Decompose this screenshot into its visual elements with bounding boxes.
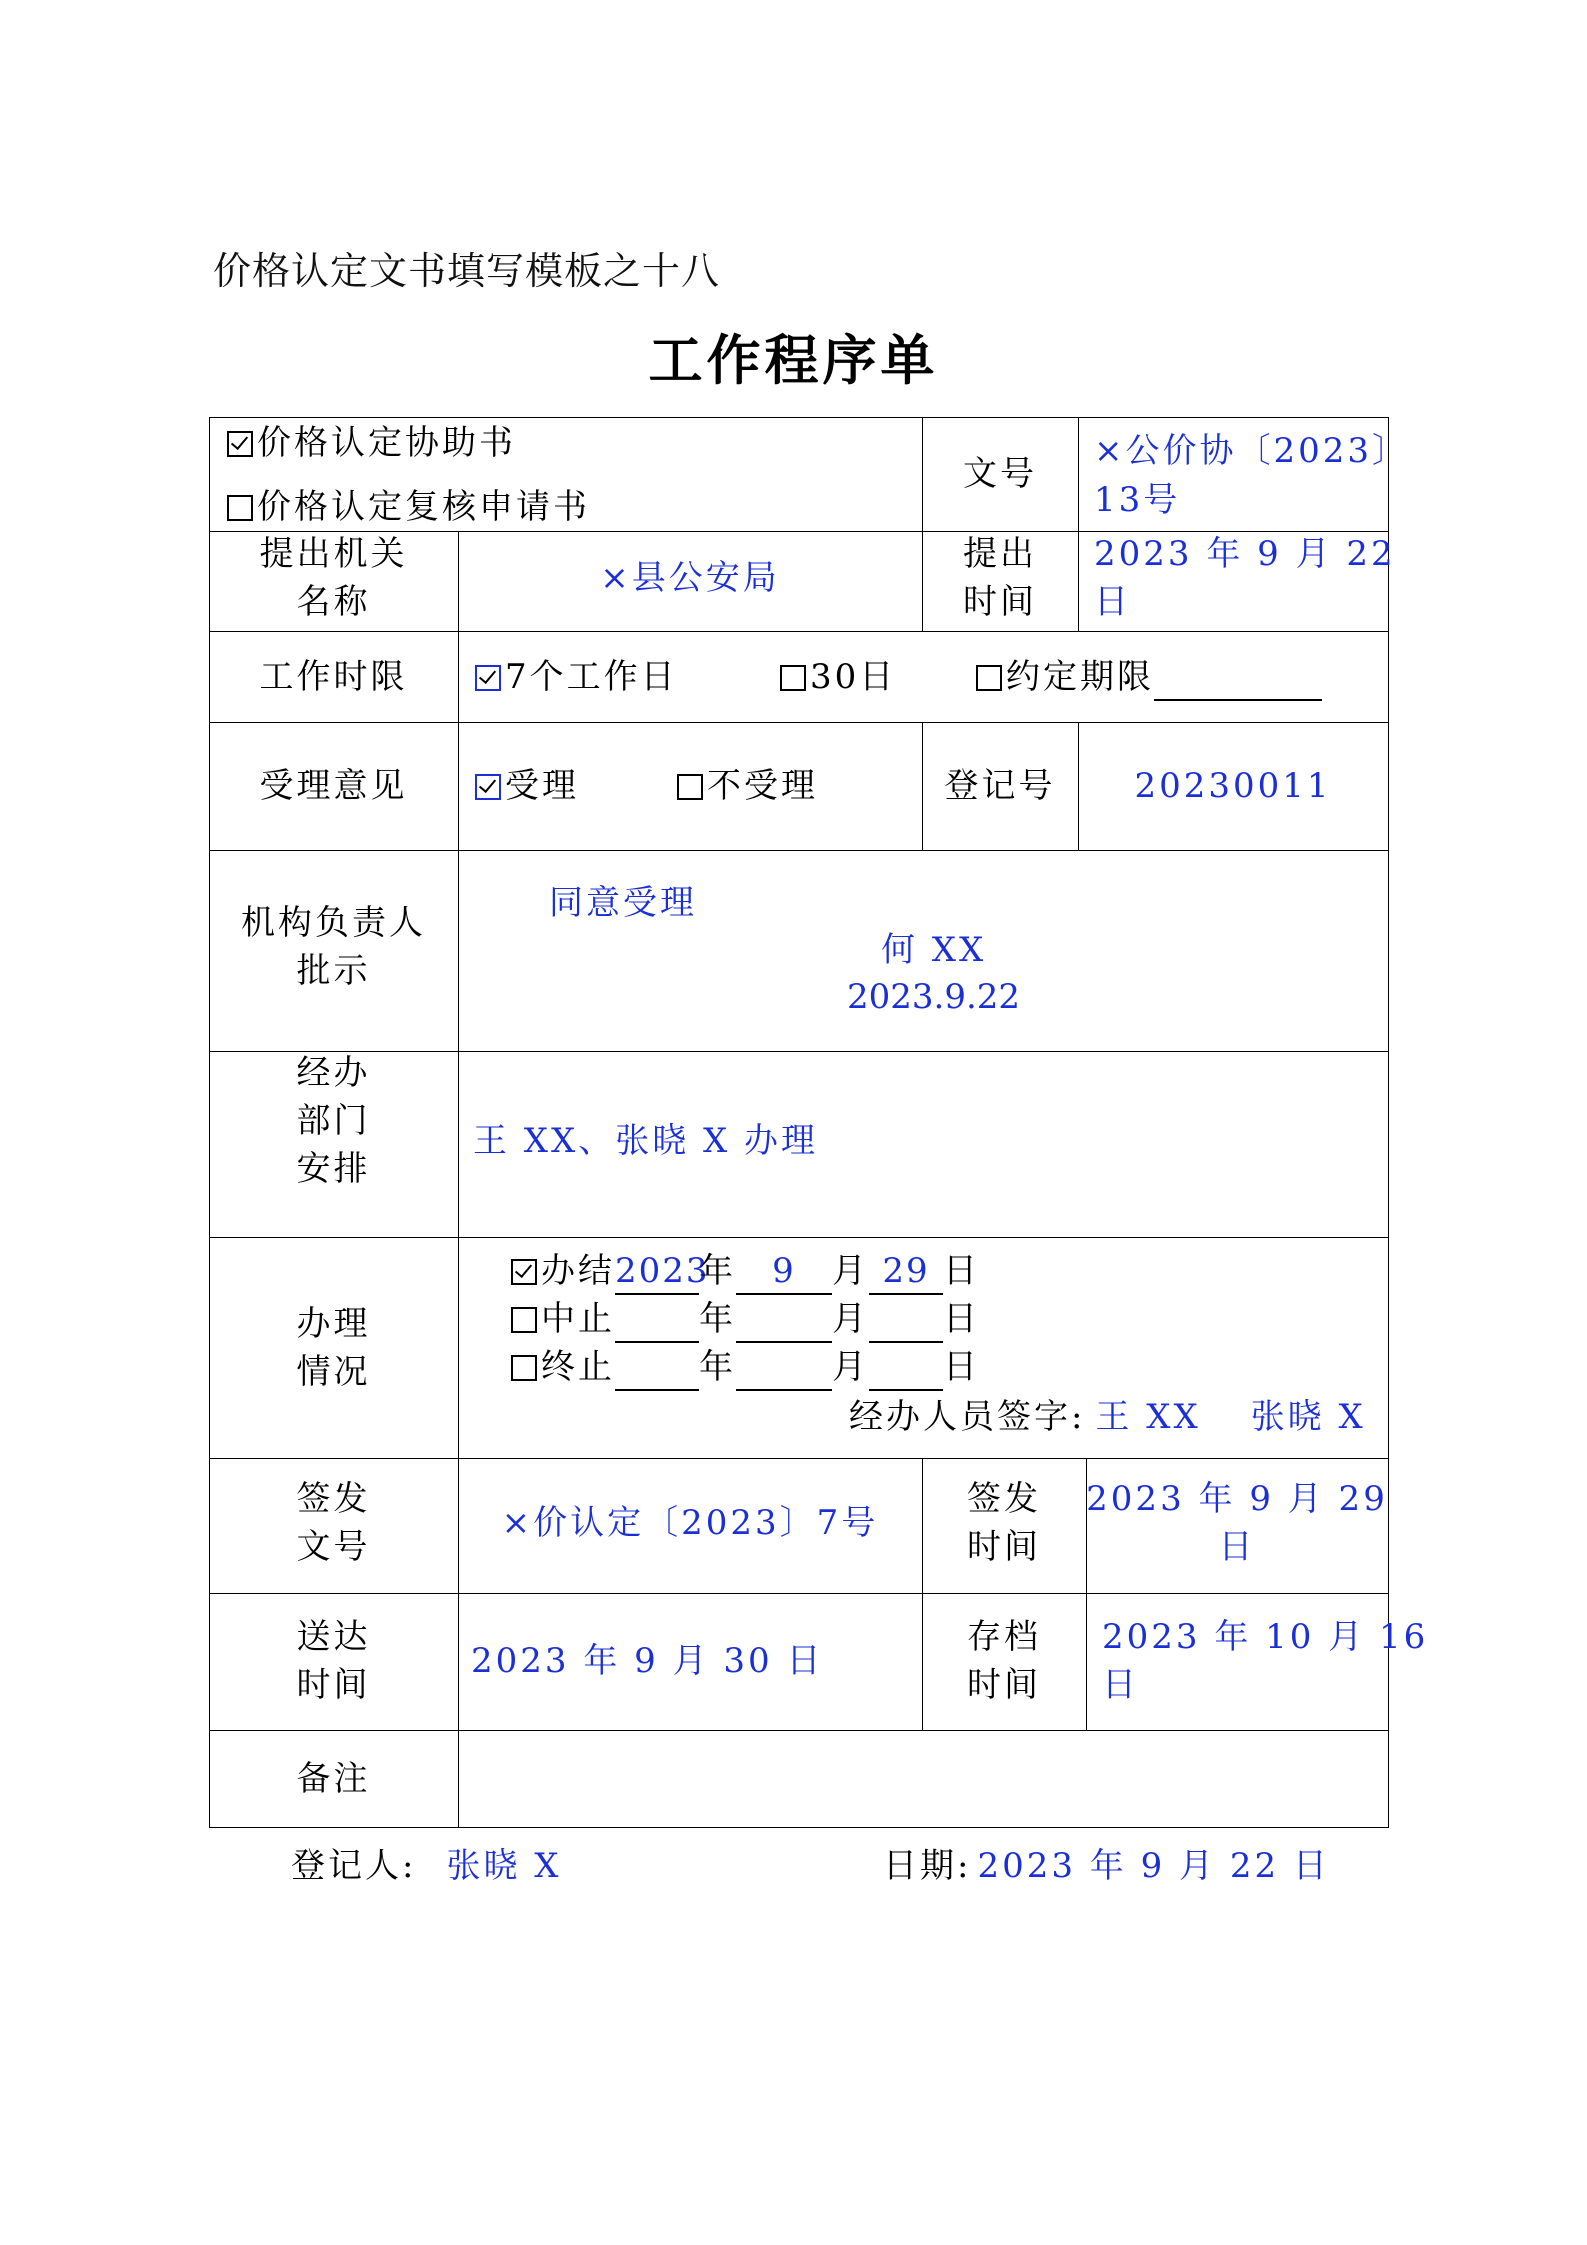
approval-opinion: 同意受理 xyxy=(549,883,697,923)
approval-date: 2023.9.22 xyxy=(847,977,1021,1017)
concluded-month[interactable]: 9 xyxy=(736,1249,832,1295)
handling-row-terminated[interactable]: 终止 年 月 日 xyxy=(511,1343,980,1391)
border-top xyxy=(209,417,1389,418)
reg-no-value: 20230011 xyxy=(1134,766,1332,806)
register-date: 日期: 2023 年 9 月 22 日 xyxy=(883,1846,1330,1886)
checked-box-icon xyxy=(475,665,501,691)
row-divider xyxy=(209,1593,1389,1594)
doc-no-value: 13号 xyxy=(1094,480,1181,520)
row-divider xyxy=(209,722,1389,723)
handling-row-suspended[interactable]: 中止 年 月 日 xyxy=(511,1295,980,1343)
time-limit-option[interactable]: 7个工作日 xyxy=(475,653,678,701)
procedure-form xyxy=(209,417,1429,1827)
terminated-day[interactable] xyxy=(869,1389,943,1391)
checked-box-icon xyxy=(475,774,501,800)
document-title: 工作程序单 xyxy=(648,328,939,392)
registrar: 登记人: 张晓 X xyxy=(291,1846,562,1886)
time-limit-option[interactable]: 30日 xyxy=(780,653,896,701)
doc-no-value: ×公价协〔2023〕 xyxy=(1094,431,1410,471)
row-divider xyxy=(209,850,1389,851)
concluded-day[interactable]: 29 xyxy=(869,1249,943,1295)
submit-time-label: 时间 xyxy=(963,582,1037,622)
handling-label: 情况 xyxy=(296,1352,371,1392)
submit-time-value: 2023 年 9 月 22 xyxy=(1094,534,1396,574)
approval-label: 批示 xyxy=(296,951,371,991)
checkbox-icon xyxy=(677,774,703,800)
issue-label: 文号 xyxy=(296,1527,371,1567)
time-limit-label: 工作时限 xyxy=(259,657,408,697)
column-divider xyxy=(1078,417,1079,631)
submit-time-label: 提出 xyxy=(963,534,1037,574)
issue-time-label: 时间 xyxy=(967,1527,1041,1567)
checkbox-icon xyxy=(976,665,1002,691)
arrangement-label: 安排 xyxy=(296,1149,371,1189)
delivery-label: 时间 xyxy=(296,1665,371,1705)
remarks-value[interactable] xyxy=(471,1755,1371,1803)
approval-signer: 何 XX xyxy=(881,930,987,970)
border-bottom xyxy=(209,1827,1389,1828)
checked-box-icon xyxy=(511,1259,537,1285)
reg-no-label: 登记号 xyxy=(944,766,1056,806)
issue-time-value: 日 xyxy=(1218,1527,1256,1567)
approval-label: 机构负责人 xyxy=(241,903,426,943)
archive-time-label: 时间 xyxy=(967,1665,1041,1705)
issue-time-value: 2023 年 9 月 29 xyxy=(1086,1479,1388,1519)
org-value: ×县公安局 xyxy=(600,558,780,598)
delivery-value: 2023 年 9 月 30 日 xyxy=(471,1641,824,1681)
checkbox-icon xyxy=(227,495,253,521)
terminated-month[interactable] xyxy=(736,1389,832,1391)
doc-type-option[interactable]: 价格认定复核申请书 xyxy=(227,483,590,531)
submit-time-value: 日 xyxy=(1094,582,1131,622)
checkbox-icon xyxy=(780,665,806,691)
acceptance-label: 受理意见 xyxy=(259,766,408,806)
handler-signature: 经办人员签字: 王 XX 张晓 X xyxy=(849,1397,1366,1437)
archive-time-value: 日 xyxy=(1102,1665,1139,1705)
agreed-period-blank[interactable] xyxy=(1154,699,1322,701)
delivery-label: 送达 xyxy=(296,1617,371,1657)
handling-row-concluded[interactable]: 办结2023年 9 月 29 日 xyxy=(511,1247,980,1295)
checked-box-icon xyxy=(227,431,253,457)
handling-label: 办理 xyxy=(296,1304,371,1344)
archive-time-value: 2023 年 10 月 16 xyxy=(1102,1617,1429,1657)
arrangement-label: 经办 xyxy=(296,1053,371,1093)
acceptance-option[interactable]: 不受理 xyxy=(677,762,818,810)
document-subtitle: 价格认定文书填写模板之十八 xyxy=(213,249,721,293)
terminated-year[interactable] xyxy=(615,1389,699,1391)
column-divider xyxy=(458,531,459,1827)
archive-time-label: 存档 xyxy=(967,1617,1041,1657)
doc-no-label: 文号 xyxy=(963,454,1037,494)
row-divider xyxy=(209,1458,1389,1459)
acceptance-option[interactable]: 受理 xyxy=(475,762,579,810)
remarks-label: 备注 xyxy=(296,1759,371,1799)
doc-type-option[interactable]: 价格认定协助书 xyxy=(227,419,516,467)
row-divider xyxy=(209,631,1389,632)
issue-doc-no: ×价认定〔2023〕7号 xyxy=(501,1503,879,1543)
row-divider xyxy=(209,1730,1389,1731)
arrangement-label: 部门 xyxy=(296,1101,371,1141)
org-label: 提出机关 xyxy=(259,534,408,574)
row-divider xyxy=(209,1237,1389,1238)
concluded-year[interactable]: 2023 xyxy=(615,1249,699,1295)
issue-label: 签发 xyxy=(296,1479,371,1519)
time-limit-option[interactable]: 约定期限 xyxy=(976,653,1322,701)
issue-time-label: 签发 xyxy=(967,1479,1041,1519)
checkbox-icon xyxy=(511,1307,537,1333)
checkbox-icon xyxy=(511,1355,537,1381)
arrangement-value: 王 XX、张晓 X 办理 xyxy=(473,1121,819,1161)
org-label: 名称 xyxy=(296,582,371,622)
